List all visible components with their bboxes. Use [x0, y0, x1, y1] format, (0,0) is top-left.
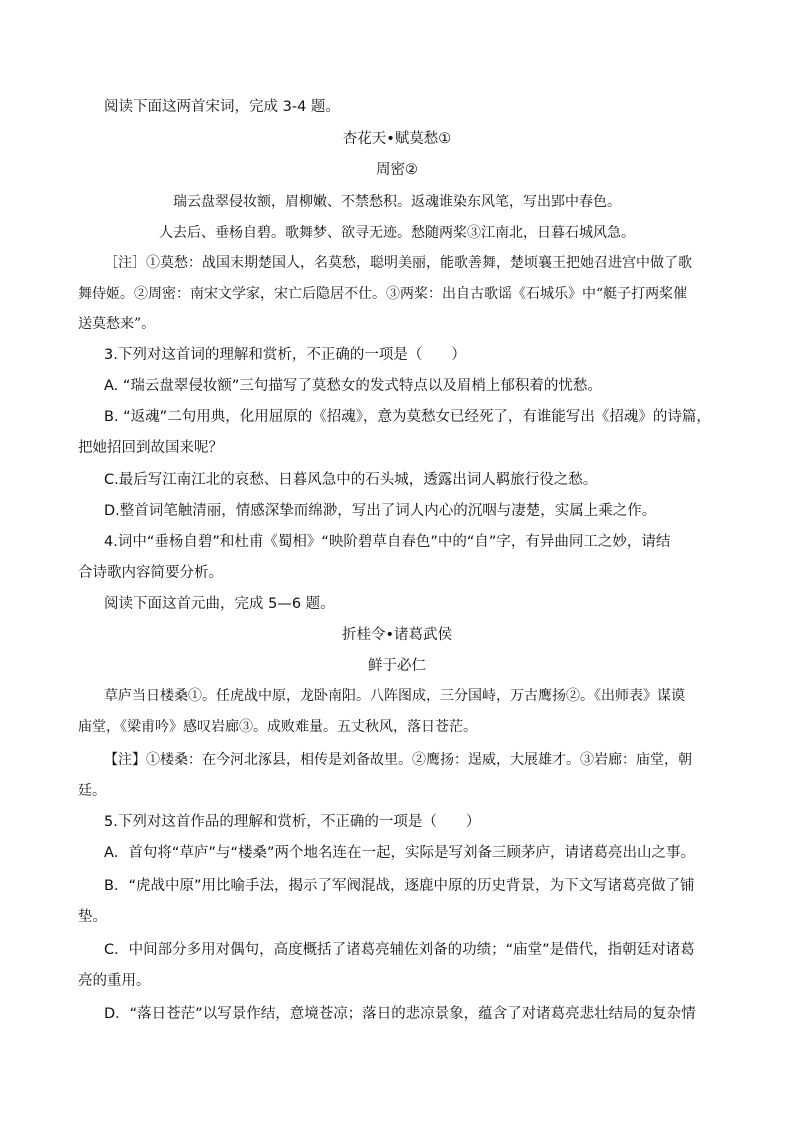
- poem2-note-2: 廷。: [78, 783, 106, 799]
- poem1-author: 周密②: [376, 162, 418, 178]
- poem1-line-2: 人去后、垂杨自碧。歌舞梦、欲寻无迹。愁随两桨③江南北，日暮石城风急。: [159, 225, 635, 241]
- poem1-note-2: 舞侍姬。②周密：南宋文学家，宋亡后隐居不仕。③两桨：出自古歌谣《石城乐》中“艇子打两桨催: [78, 286, 688, 302]
- question-4-line-1: 4.词中“垂杨自碧”和杜甫《蜀相》“映阶碧草自春色”中的“自”字，有异曲同工之妙，请结: [104, 534, 671, 550]
- poem1-title: 杏花天•赋莫愁①: [342, 131, 452, 147]
- question-3-option-b-cont: 把她招回到故国来呢？: [78, 440, 223, 456]
- question-3-stem: 3.下列对这首词的理解和赏析，不正确的一项是（ ）: [104, 347, 466, 363]
- question-3-option-d: D.整首词笔触清丽，情感深挚而绵渺，写出了词人内心的沉咽与凄楚，实属上乘之作。: [104, 503, 657, 519]
- question-5-stem: 5.下列对这首作品的理解和赏析，不正确的一项是（ ）: [104, 814, 481, 830]
- poem1-note-1: ［注］①莫愁：战国末期楚国人，名莫愁，聪明美丽，能歌善舞，楚顷襄王把她召进宫中做了歌: [104, 255, 692, 271]
- poem2-title: 折桂令•诸葛武侯: [341, 627, 453, 643]
- poem2-line-2: 庙堂，《梁甫吟》感叹岩廊③。成败难量。五丈秋风，落日苍茫。: [78, 719, 477, 735]
- poem2-line-1: 草庐当日楼桑①。任虎战中原，龙卧南阳。八阵图成，三分国峙，万古鹰扬②。《出师表》谋谟: [104, 688, 685, 704]
- intro-text-1: 阅读下面这两首宋词，完成 3-4 题。: [104, 99, 340, 115]
- poem2-author: 鲜于必仁: [368, 658, 426, 674]
- question-5-option-b-cont: 垫。: [78, 909, 107, 925]
- poem2-note-1: 【注】①楼桑：在今河北涿县，相传是刘备故里。②鹰扬：逞威，大展雄才。③岩廊：庙堂，朝: [104, 752, 692, 768]
- question-3-option-c: C.最后写江南江北的哀愁、日暮风急中的石头城，透露出词人羁旅行役之愁。: [104, 472, 598, 488]
- question-5-option-b: B．“虎战中原”用比喻手法，揭示了军阀混战，逐鹿中原的历史背景，为下文写诸葛亮做了铺: [104, 878, 695, 894]
- poem1-line-1: 瑞云盘翠侵妆额，眉柳嫩、不禁愁积。返魂谁染东风笔，写出郢中春色。: [173, 194, 621, 210]
- question-3-option-a: A. “瑞云盘翠侵妆额”三句描写了莫愁女的发式特点以及眉梢上郁积着的忧愁。: [104, 378, 602, 394]
- question-5-option-a: A．首句将“草庐”与“楼桑”两个地名连在一起，实际是写刘备三顾茅庐，请诸葛亮出山之事。: [104, 845, 695, 861]
- question-5-option-d: D．“落日苍茫”以写景作结，意境苍凉；落日的悲凉景象，蕴含了对诸葛亮悲壮结局的复杂情: [104, 1006, 696, 1022]
- question-5-option-c-cont: 亮的重用。: [78, 973, 151, 989]
- question-3-option-b: B. “返魂”二句用典，化用屈原的《招魂》，意为莫愁女已经死了，有谁能写出《招魂》的诗篇，: [104, 409, 711, 425]
- question-4-line-2: 合诗歌内容简要分析。: [78, 565, 223, 581]
- intro-text-2: 阅读下面这首元曲，完成 5—6 题。: [104, 596, 335, 612]
- poem1-note-3: 送莫愁来”。: [78, 316, 156, 332]
- question-5-option-c: C．中间部分多用对偶句，高度概括了诸葛亮辅佐刘备的功绩；“庙堂”是借代，指朝廷对诸葛: [104, 942, 695, 958]
